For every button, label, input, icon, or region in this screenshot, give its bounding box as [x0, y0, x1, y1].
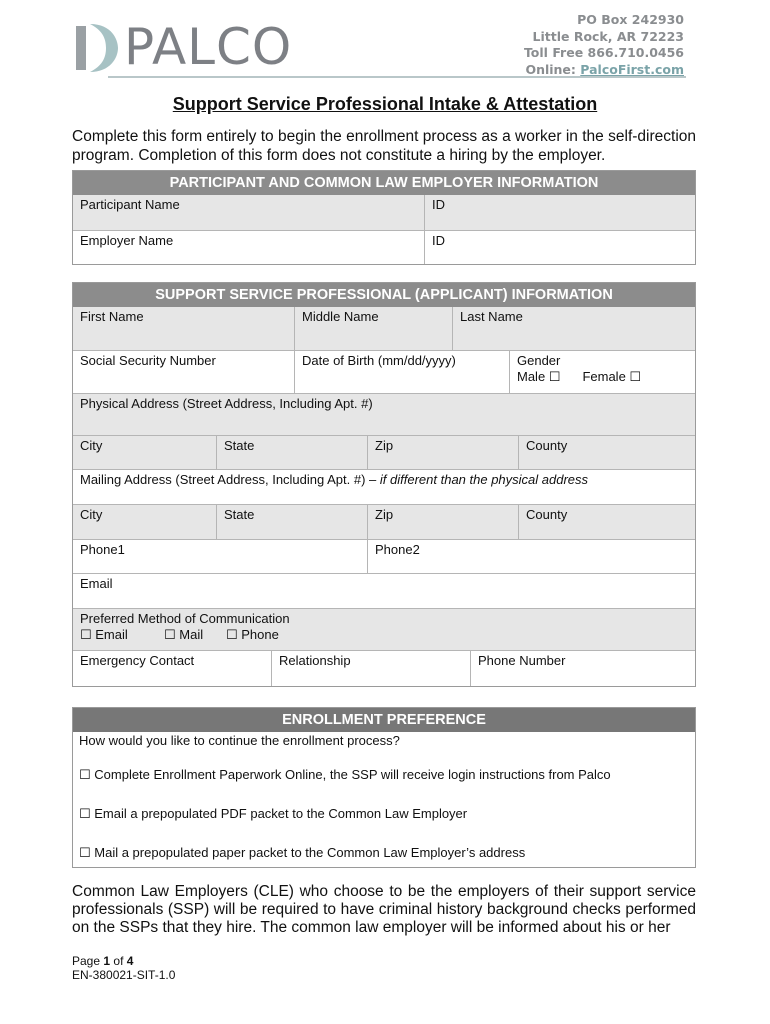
page-footer — [72, 954, 175, 982]
employer-row — [73, 230, 695, 264]
mailing-address-row — [73, 469, 695, 504]
page-total: 4 — [126, 954, 134, 968]
gender-field — [509, 351, 695, 393]
cle-paragraph: Common Law Employers (CLE) who choose to be the employers of their support service professionals (SSP) will be required to have criminal history background checks performed on the SSPs that they hire. The common law employer will be informed about his or her — [72, 883, 696, 936]
ssp-heading: SUPPORT SERVICE PROFESSIONAL (APPLICANT) INFORMATION — [73, 283, 695, 307]
enrollment-option-online[interactable]: ☐ Complete Enrollment Paperwork Online, the SSP will receive login instructions from Palco — [79, 767, 611, 782]
mailing-address-label: Mailing Address (Street Address, Including Apt. #) – — [80, 472, 377, 487]
dob-field[interactable] — [294, 351, 509, 393]
participant-id-label: ID — [432, 197, 445, 212]
website-link[interactable]: PalcoFirst.com — [580, 61, 684, 77]
preferred-method-row — [73, 608, 695, 650]
relationship-label: Relationship — [279, 653, 351, 668]
middle-name-label: Middle Name — [302, 309, 379, 324]
participant-row — [73, 195, 695, 230]
contact-block — [524, 12, 684, 78]
employer-name-field[interactable] — [73, 231, 424, 264]
pref-mail-checkbox[interactable]: ☐ Mail — [164, 627, 204, 642]
ssn-row — [73, 350, 695, 393]
intro-text: Complete this form entirely to begin the enrollment process as a worker in the self-direction program. Completion of this form does not constitute a hiring by the employer. — [72, 128, 696, 164]
emergency-contact-field[interactable] — [73, 651, 271, 686]
gender-label: Gender — [517, 353, 561, 368]
pref-email-checkbox[interactable]: ☐ Email — [80, 627, 128, 642]
mailing-state-field[interactable] — [216, 505, 367, 539]
page-current: 1 — [103, 954, 111, 968]
mailing-zip-field[interactable] — [367, 505, 518, 539]
phone1-label: Phone1 — [80, 542, 125, 557]
participant-id-field[interactable] — [424, 195, 695, 230]
participant-heading: PARTICIPANT AND COMMON LAW EMPLOYER INFORMATION — [73, 171, 695, 195]
employer-name-label: Employer Name — [80, 233, 174, 248]
enrollment-body — [73, 732, 695, 867]
preferred-method-field — [73, 609, 695, 650]
palco-logo — [72, 20, 292, 76]
mailing-zip-label: Zip — [375, 507, 394, 522]
email-label: Email — [80, 576, 113, 591]
online-label: Online: — [525, 61, 576, 77]
mailing-address-field[interactable] — [73, 470, 695, 504]
physical-address-label: Physical Address (Street Address, Including Apt. #) — [80, 396, 373, 411]
page-title: Support Service Professional Intake & Attestation — [172, 94, 598, 114]
of-label: of — [113, 954, 124, 968]
mailing-city-row — [73, 504, 695, 539]
ssn-label: Social Security Number — [80, 353, 216, 368]
physical-city-row — [73, 435, 695, 469]
phone2-label: Phone2 — [375, 542, 420, 557]
emergency-phone-label: Phone Number — [478, 653, 566, 668]
male-checkbox[interactable]: Male ☐ — [517, 369, 561, 384]
pref-phone-checkbox[interactable]: ☐ Phone — [226, 627, 279, 642]
relationship-field[interactable] — [271, 651, 470, 686]
first-name-label: First Name — [80, 309, 144, 324]
mailing-county-label: County — [526, 507, 568, 522]
zip-field[interactable] — [367, 436, 518, 469]
phone2-field[interactable] — [367, 540, 695, 573]
county-field[interactable] — [518, 436, 695, 469]
city-label: City — [80, 438, 103, 453]
toll-free: Toll Free 866.710.0456 — [523, 45, 684, 60]
mailing-city-field[interactable] — [73, 505, 216, 539]
logo-text: PALCO — [124, 18, 293, 76]
city-line: Little Rock, AR 72223 — [532, 28, 684, 44]
state-label: State — [224, 438, 255, 453]
first-name-field[interactable] — [73, 307, 294, 350]
mailing-state-label: State — [224, 507, 255, 522]
form-code: EN-380021-SIT-1.0 — [72, 968, 176, 982]
enrollment-section — [72, 707, 696, 868]
mailing-county-field[interactable] — [518, 505, 695, 539]
phone-row — [73, 539, 695, 573]
enrollment-heading: ENROLLMENT PREFERENCE — [73, 708, 695, 732]
phone1-field[interactable] — [73, 540, 367, 573]
enrollment-option-email[interactable]: ☐ Email a prepopulated PDF packet to the Common Law Employer — [79, 806, 468, 821]
participant-name-field[interactable] — [73, 195, 424, 230]
physical-address-row — [73, 393, 695, 435]
last-name-field[interactable] — [452, 307, 695, 350]
enrollment-option-mail[interactable]: ☐ Mail a prepopulated paper packet to the Common Law Employer’s address — [79, 845, 526, 860]
email-field[interactable] — [73, 574, 695, 608]
zip-label: Zip — [375, 438, 394, 453]
emergency-contact-label: Emergency Contact — [80, 653, 195, 668]
dob-label: Date of Birth (mm/dd/yyyy) — [302, 353, 456, 368]
po-box: PO Box 242930 — [577, 12, 684, 27]
preferred-method-label: Preferred Method of Communication — [80, 611, 290, 626]
email-row — [73, 573, 695, 608]
participant-section — [72, 170, 696, 265]
emergency-phone-field[interactable] — [470, 651, 695, 686]
employer-id-field[interactable] — [424, 231, 695, 264]
online-line — [524, 62, 684, 79]
enrollment-question: How would you like to continue the enrollment process? — [79, 733, 400, 748]
name-row — [73, 307, 695, 350]
state-field[interactable] — [216, 436, 367, 469]
physical-address-field[interactable] — [73, 394, 695, 435]
middle-name-field[interactable] — [294, 307, 452, 350]
last-name-label: Last Name — [460, 309, 523, 324]
female-checkbox[interactable]: Female ☐ — [582, 369, 642, 384]
emergency-row — [73, 650, 695, 686]
city-field[interactable] — [73, 436, 216, 469]
county-label: County — [526, 438, 568, 453]
mailing-address-note: if different than the physical address — [379, 472, 589, 487]
participant-name-label: Participant Name — [80, 197, 180, 212]
ssn-field[interactable] — [73, 351, 294, 393]
ssp-section — [72, 282, 696, 687]
employer-id-label: ID — [432, 233, 445, 248]
page-number — [72, 954, 175, 968]
page-label: Page — [72, 954, 101, 968]
palco-logo-mark-icon — [72, 22, 118, 74]
mailing-city-label: City — [80, 507, 103, 522]
